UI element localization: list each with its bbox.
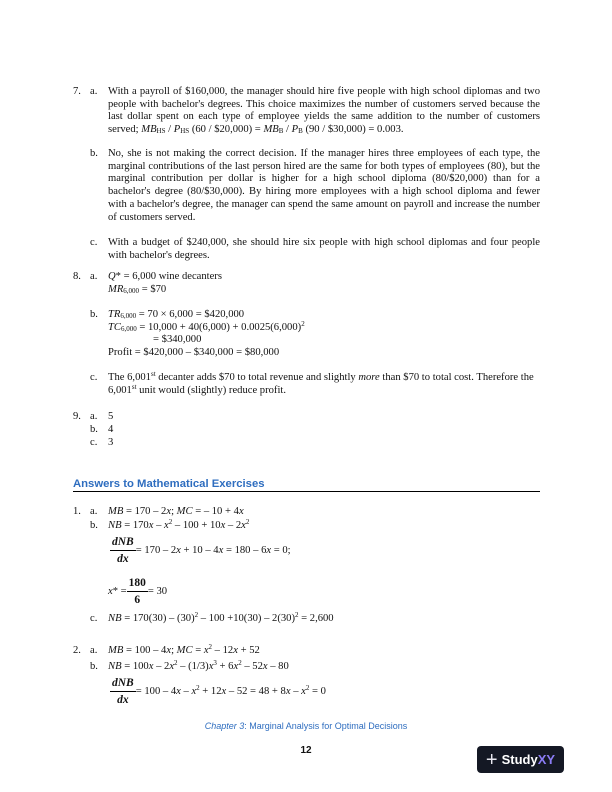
- part-label: a.: [90, 506, 98, 517]
- derivative-equation-1: [110, 536, 291, 565]
- chapter-title: : Marginal Analysis for Optimal Decisions: [244, 721, 408, 731]
- fraction-denominator: 6: [134, 594, 141, 606]
- derivative-equation-2: [110, 677, 326, 706]
- equation-line: Profit = $420,000 – $340,000 = $80,000: [108, 347, 280, 359]
- equation-rhs: = 30: [147, 586, 168, 597]
- fraction-numerator: dNB: [110, 536, 136, 551]
- part-label: b.: [90, 309, 98, 320]
- part-label: c.: [90, 237, 98, 248]
- part-label: b.: [90, 424, 98, 435]
- part-label: c.: [90, 613, 98, 624]
- question-number: 7.: [73, 86, 81, 97]
- brand-suffix: XY: [537, 752, 556, 767]
- part-label: c.: [90, 372, 98, 383]
- answer-7a: With a payroll of $160,000, the manager should hire five people with high school diplomas and two people with bachelor's degrees. This choice maximizes the number of customers served because the last dollar spent on each type of employee yields the same addition to the number of customers served; $MB_{HS} / P_{HS}$ (60 / $20,000) = $MB_B / P_B$ (90 / $30,000) = 0.003.: [108, 86, 540, 136]
- question-number: 8.: [73, 271, 81, 282]
- page-number: 12: [300, 745, 312, 756]
- answer-7c: With a budget of $240,000, she should hire six people with high school diplomas and four people with bachelor's degrees.: [108, 237, 540, 261]
- answer-9c: 3: [108, 437, 114, 448]
- answer-m1a: MB = 170 – 2x; MC = – 10 + 4x: [108, 506, 244, 517]
- question-number: 1.: [73, 506, 81, 517]
- equation-rhs: = 170 – 2x + 10 – 4x = 180 – 6x = 0;: [135, 545, 291, 556]
- equation-line: $TC_{6,000} = 10,000 + 40(6,000) + 0.0025(6,000)^2$: [108, 319, 305, 333]
- equation-line: $TR_{6,000} = 70 \times 6,000$ = $420,000: [108, 309, 245, 320]
- fraction-numerator: dNB: [110, 677, 136, 692]
- part-label: a.: [90, 411, 98, 422]
- answer-m2a: MB = 100 – 4x; MC = $x^2 - 12x + 52$: [108, 643, 260, 656]
- equation-line: Q* = 6,000 wine decanters: [108, 271, 222, 282]
- answer-7b: No, she is not making the correct decision. If the manager hires three employees of each type, the marginal contributions of the last person hired are the same for both types of employees (80), but the marginal contribution per dollar is higher for a high school diploma (80/$20,000) than for a bachelor's degree (80/$30,000). By hiring more employees with a high school diploma and fewer with a bachelor's degree, the manager can spend the same amount on payroll and increase the number of customers served.: [108, 148, 540, 223]
- answer-8c: The 6,001st decanter adds $70 to total revenue and slightly more than $70 to total cost. Therefore the 6,001st unit would (slightly) reduce profit.: [108, 370, 534, 396]
- answer-9a: 5: [108, 411, 114, 422]
- studyxy-badge[interactable]: [477, 746, 564, 773]
- answer-8a: [108, 271, 540, 296]
- equation-line: $MR_{6,000}$ = $70: [108, 283, 167, 295]
- question-number: 2.: [73, 645, 81, 656]
- fraction-numerator: 180: [127, 577, 148, 592]
- part-label: b.: [90, 520, 98, 531]
- heading-rule: [73, 491, 540, 492]
- answer-m2b: NB = $100x - 2x^2 - (1/3)x^3 + 6x^2 - 52x - 80$: [108, 659, 289, 672]
- part-label: b.: [90, 148, 98, 159]
- part-label: a.: [90, 271, 98, 282]
- answer-m1c: NB = $170(30) - (30)^2 - 100 +10(30) - 2(30)^2 = 2,600$: [108, 611, 334, 624]
- answer-9b: 4: [108, 424, 114, 435]
- part-label: c.: [90, 437, 98, 448]
- part-label: a.: [90, 645, 98, 656]
- equation-lhs: x* =: [108, 586, 127, 597]
- question-number: 9.: [73, 411, 81, 422]
- equation-line: = $340,000: [108, 334, 202, 346]
- answer-m1b: NB = $170x - x^2 - 100 + 10x - 2x^2$: [108, 518, 250, 531]
- chapter-footer: [0, 721, 612, 731]
- chapter-number: Chapter 3: [204, 721, 245, 731]
- part-label: b.: [90, 661, 98, 672]
- optimal-x-equation: [108, 577, 167, 606]
- brand-name: Study: [501, 752, 538, 767]
- fraction-denominator: dx: [117, 553, 129, 565]
- plus-icon: +: [485, 748, 498, 771]
- part-label: a.: [90, 86, 98, 97]
- section-heading: Answers to Mathematical Exercises: [73, 478, 265, 490]
- fraction-denominator: dx: [117, 694, 129, 706]
- equation-rhs: = $100 - 4x - x^2 + 12x - 52 = 48 + 8x - x^2 = 0$: [135, 684, 326, 697]
- answer-8b: [108, 309, 540, 360]
